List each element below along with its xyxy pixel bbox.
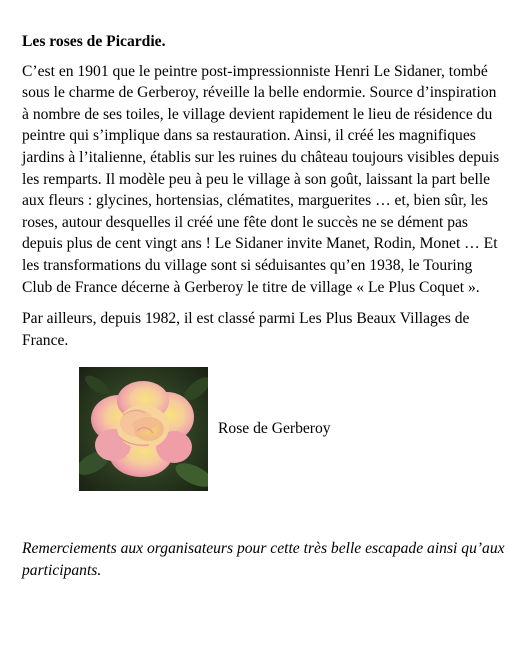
document-page xyxy=(22,31,506,582)
article-paragraph-classification: Par ailleurs, depuis 1982, il est classé parmi Les Plus Beaux Villages de France. xyxy=(22,310,470,349)
rose-image xyxy=(79,367,208,491)
article-paragraph-history: C’est en 1901 que le peintre post-impressionniste Henri Le Sidaner, tombé sous le charme de Gerberoy, réveille la belle endormie. Source d’inspiration à nombre de ses toiles, le village devient rapidement le lieu de résidence du peintre qui s’implique dans sa restauration. Ainsi, il créé les magnifiques jardins à l’italienne, établis sur les ruines du château toujours visibles depuis les remparts. Il modèle peu à peu le village à son goût, laissant la part belle aux fleurs : glycines, hortensias, clématites, marguerites … et, bien sûr, les roses, autour desquelles il créé une fête dont le succès ne se dément pas depuis plus de cent vingt ans ! Le Sidaner invite Manet, Rodin, Monet … Et les transformations du village sont si séduisantes qu’en 1938, le Touring Club de France décerne à Gerberoy le titre de village « Le Plus Coquet ». xyxy=(22,62,500,296)
figure-caption: Rose de Gerberoy xyxy=(218,420,331,438)
article-title: Les roses de Picardie. xyxy=(22,33,166,50)
figure-rose xyxy=(22,367,506,491)
closing-thanks: Remerciements aux organisateurs pour cette très belle escapade ainsi qu’aux participants. xyxy=(22,540,505,579)
rose-photo xyxy=(79,367,208,491)
